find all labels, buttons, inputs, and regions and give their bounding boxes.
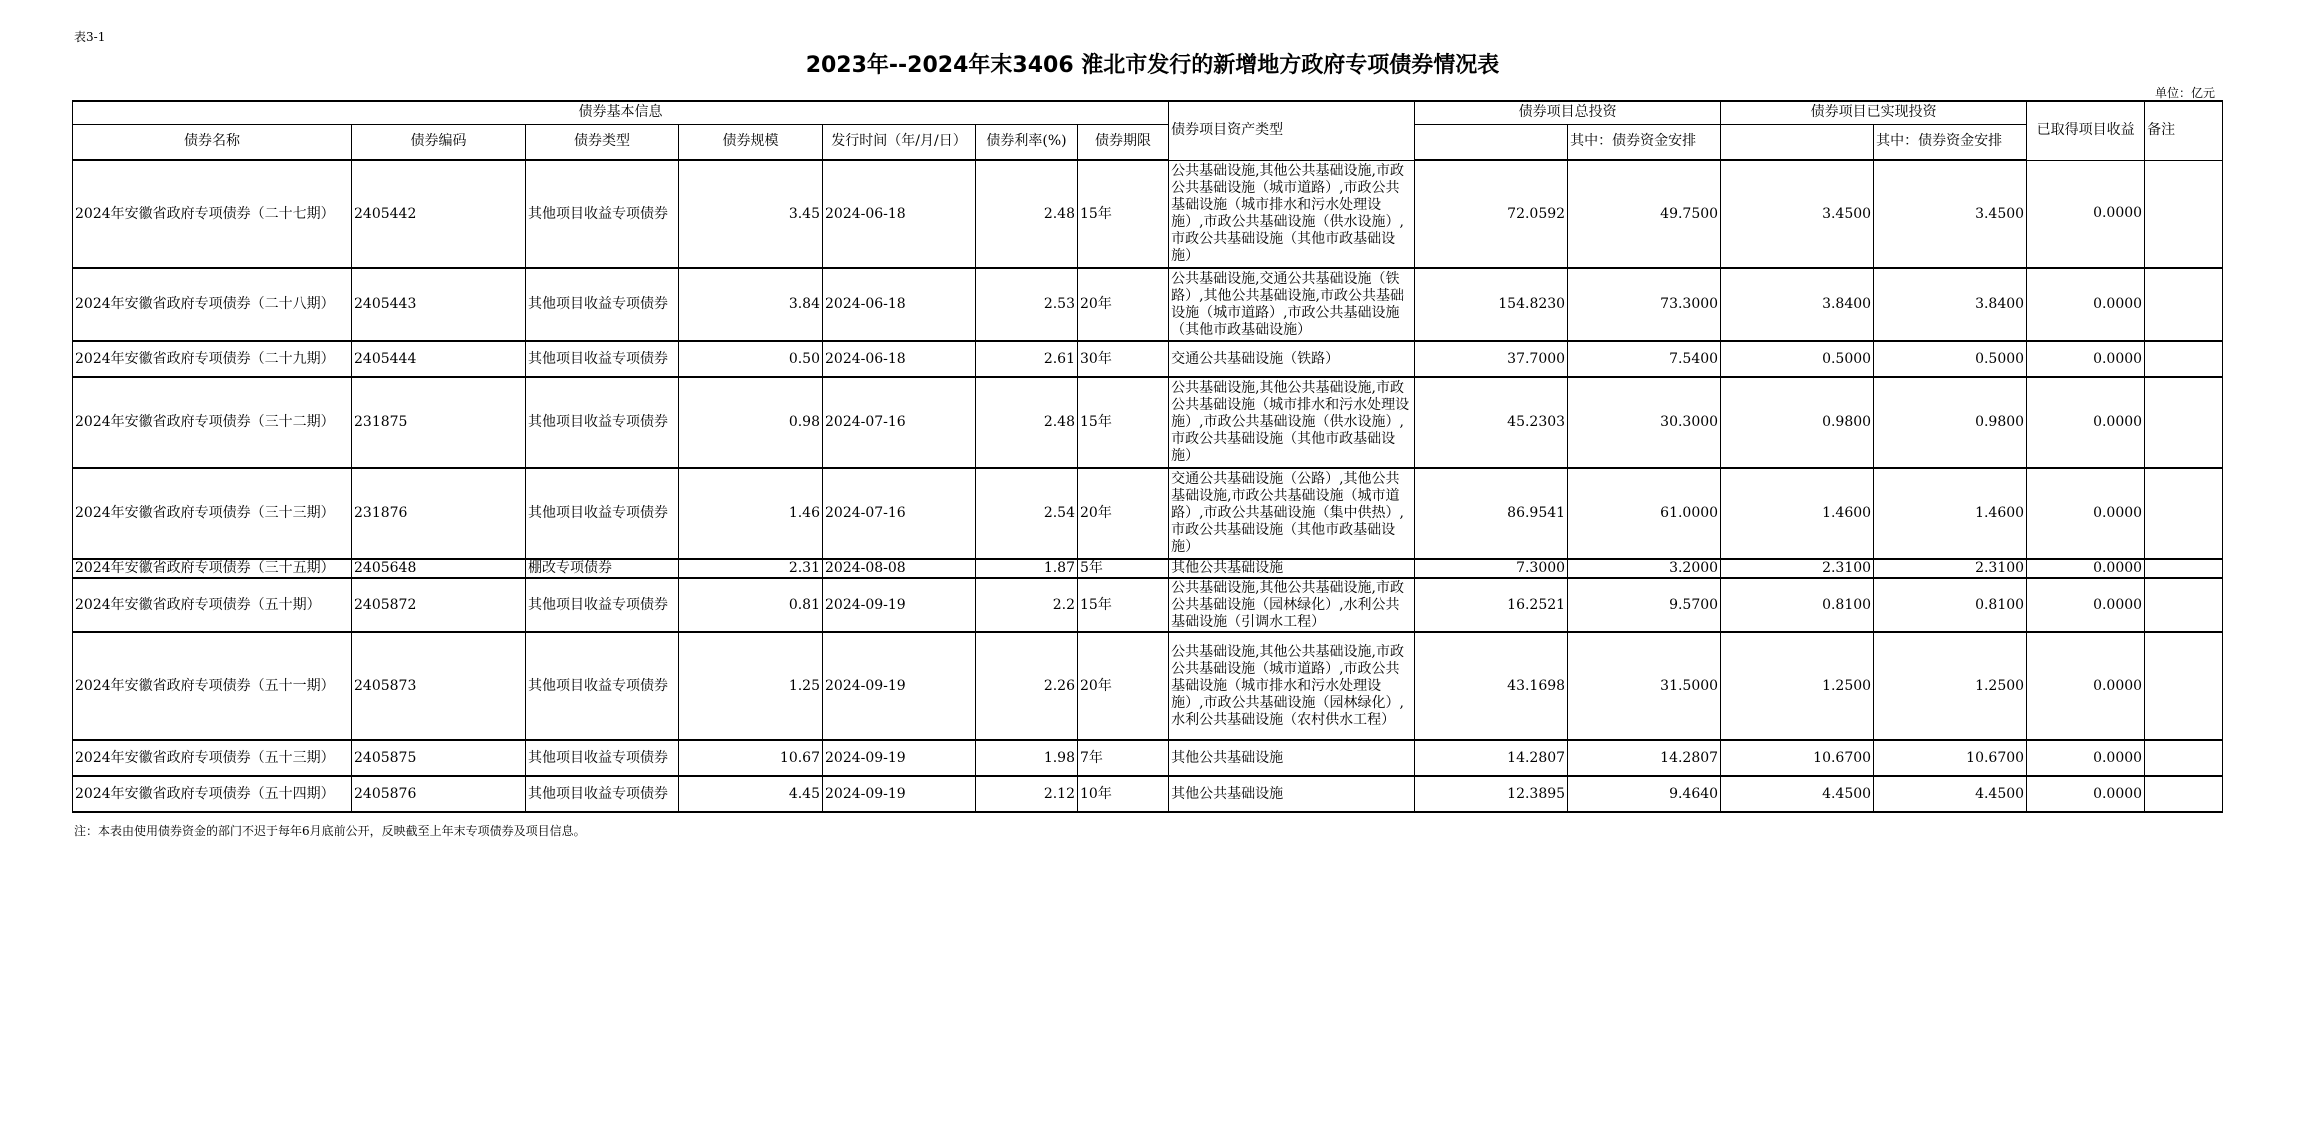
header-asset-type: 债券项目资产类型 bbox=[1169, 101, 1415, 160]
cell-project-income: 0.0000 bbox=[2027, 268, 2145, 341]
cell-total-invest-sub: 30.3000 bbox=[1568, 377, 1721, 468]
cell-bond-rate: 2.53 bbox=[976, 268, 1078, 341]
cell-bond-scale: 3.45 bbox=[679, 160, 823, 268]
cell-remark bbox=[2145, 160, 2223, 268]
header-total-empty bbox=[1415, 124, 1568, 160]
cell-bond-term: 30年 bbox=[1078, 341, 1169, 377]
cell-bond-code: 2405875 bbox=[352, 740, 526, 776]
cell-bond-scale: 0.98 bbox=[679, 377, 823, 468]
cell-remark bbox=[2145, 578, 2223, 632]
cell-bond-scale: 0.50 bbox=[679, 341, 823, 377]
cell-bond-name: 2024年安徽省政府专项债券（五十期） bbox=[73, 578, 352, 632]
cell-bond-name: 2024年安徽省政府专项债券（五十四期） bbox=[73, 776, 352, 812]
cell-realized-invest: 1.2500 bbox=[1721, 632, 1874, 740]
cell-total-invest-sub: 7.5400 bbox=[1568, 341, 1721, 377]
cell-remark bbox=[2145, 559, 2223, 578]
table-row bbox=[73, 268, 2223, 341]
cell-realized-invest: 10.6700 bbox=[1721, 740, 1874, 776]
cell-total-invest: 45.2303 bbox=[1415, 377, 1568, 468]
cell-bond-type: 其他项目收益专项债券 bbox=[526, 468, 679, 559]
cell-total-invest: 7.3000 bbox=[1415, 559, 1568, 578]
cell-bond-code: 2405444 bbox=[352, 341, 526, 377]
cell-project-income: 0.0000 bbox=[2027, 377, 2145, 468]
header-rate: 债券利率(%) bbox=[976, 124, 1078, 160]
bond-table bbox=[72, 100, 2223, 813]
cell-asset-type: 公共基础设施,交通公共基础设施（铁路）,其他公共基础设施,市政公共基础设施（城市道路）,市政公共基础设施（其他市政基础设施） bbox=[1169, 268, 1415, 341]
header-remark: 备注 bbox=[2145, 101, 2223, 160]
cell-total-invest: 12.3895 bbox=[1415, 776, 1568, 812]
cell-asset-type: 其他公共基础设施 bbox=[1169, 559, 1415, 578]
header-income: 已取得项目收益 bbox=[2027, 101, 2145, 160]
cell-bond-name: 2024年安徽省政府专项债券（二十八期） bbox=[73, 268, 352, 341]
cell-issue-date: 2024-06-18 bbox=[823, 160, 976, 268]
header-basic-info: 债券基本信息 bbox=[73, 101, 1169, 124]
cell-bond-rate: 2.48 bbox=[976, 160, 1078, 268]
cell-bond-rate: 2.2 bbox=[976, 578, 1078, 632]
cell-asset-type: 其他公共基础设施 bbox=[1169, 776, 1415, 812]
table-row bbox=[73, 632, 2223, 740]
header-realized-empty bbox=[1721, 124, 1874, 160]
header-realized-invest-sub: 其中：债券资金安排 bbox=[1874, 124, 2027, 160]
table-row bbox=[73, 468, 2223, 559]
cell-bond-type: 其他项目收益专项债券 bbox=[526, 776, 679, 812]
cell-realized-invest: 0.9800 bbox=[1721, 377, 1874, 468]
cell-realized-invest: 0.8100 bbox=[1721, 578, 1874, 632]
cell-realized-invest-sub: 0.8100 bbox=[1874, 578, 2027, 632]
cell-realized-invest: 4.4500 bbox=[1721, 776, 1874, 812]
header-row-1 bbox=[73, 101, 2223, 124]
cell-bond-term: 20年 bbox=[1078, 468, 1169, 559]
cell-bond-term: 7年 bbox=[1078, 740, 1169, 776]
header-code: 债券编码 bbox=[352, 124, 526, 160]
cell-bond-rate: 2.12 bbox=[976, 776, 1078, 812]
cell-realized-invest: 3.8400 bbox=[1721, 268, 1874, 341]
cell-realized-invest-sub: 1.4600 bbox=[1874, 468, 2027, 559]
cell-total-invest: 37.7000 bbox=[1415, 341, 1568, 377]
cell-realized-invest-sub: 0.9800 bbox=[1874, 377, 2027, 468]
table-row bbox=[73, 341, 2223, 377]
cell-project-income: 0.0000 bbox=[2027, 559, 2145, 578]
cell-total-invest: 16.2521 bbox=[1415, 578, 1568, 632]
header-name: 债券名称 bbox=[73, 124, 352, 160]
cell-bond-rate: 1.98 bbox=[976, 740, 1078, 776]
cell-bond-code: 2405443 bbox=[352, 268, 526, 341]
cell-bond-type: 棚改专项债券 bbox=[526, 559, 679, 578]
cell-bond-scale: 1.25 bbox=[679, 632, 823, 740]
cell-realized-invest-sub: 3.8400 bbox=[1874, 268, 2027, 341]
cell-remark bbox=[2145, 468, 2223, 559]
cell-bond-name: 2024年安徽省政府专项债券（五十一期） bbox=[73, 632, 352, 740]
header-term: 债券期限 bbox=[1078, 124, 1169, 160]
cell-bond-code: 2405876 bbox=[352, 776, 526, 812]
cell-bond-name: 2024年安徽省政府专项债券（五十三期） bbox=[73, 740, 352, 776]
table-row bbox=[73, 559, 2223, 578]
cell-remark bbox=[2145, 377, 2223, 468]
table-row bbox=[73, 740, 2223, 776]
cell-realized-invest: 0.5000 bbox=[1721, 341, 1874, 377]
cell-total-invest: 86.9541 bbox=[1415, 468, 1568, 559]
cell-total-invest-sub: 14.2807 bbox=[1568, 740, 1721, 776]
cell-issue-date: 2024-07-16 bbox=[823, 377, 976, 468]
cell-issue-date: 2024-08-08 bbox=[823, 559, 976, 578]
header-type: 债券类型 bbox=[526, 124, 679, 160]
cell-asset-type: 交通公共基础设施（铁路） bbox=[1169, 341, 1415, 377]
cell-issue-date: 2024-09-19 bbox=[823, 740, 976, 776]
cell-total-invest: 43.1698 bbox=[1415, 632, 1568, 740]
cell-bond-type: 其他项目收益专项债券 bbox=[526, 160, 679, 268]
cell-total-invest-sub: 73.3000 bbox=[1568, 268, 1721, 341]
cell-issue-date: 2024-09-19 bbox=[823, 776, 976, 812]
cell-remark bbox=[2145, 632, 2223, 740]
cell-total-invest-sub: 31.5000 bbox=[1568, 632, 1721, 740]
cell-bond-code: 2405873 bbox=[352, 632, 526, 740]
cell-asset-type: 公共基础设施,其他公共基础设施,市政公共基础设施（城市道路）,市政公共基础设施（城市排水和污水处理设施）,市政公共基础设施（供水设施）,市政公共基础设施（其他市政基础设施） bbox=[1169, 160, 1415, 268]
cell-realized-invest: 1.4600 bbox=[1721, 468, 1874, 559]
cell-bond-scale: 2.31 bbox=[679, 559, 823, 578]
cell-bond-type: 其他项目收益专项债券 bbox=[526, 341, 679, 377]
cell-bond-code: 231875 bbox=[352, 377, 526, 468]
cell-total-invest: 72.0592 bbox=[1415, 160, 1568, 268]
cell-project-income: 0.0000 bbox=[2027, 160, 2145, 268]
table-number: 表3-1 bbox=[74, 30, 106, 44]
cell-bond-scale: 10.67 bbox=[679, 740, 823, 776]
cell-bond-name: 2024年安徽省政府专项债券（三十三期） bbox=[73, 468, 352, 559]
unit-label: 单位：亿元 bbox=[2154, 86, 2215, 100]
cell-issue-date: 2024-09-19 bbox=[823, 632, 976, 740]
cell-remark bbox=[2145, 740, 2223, 776]
cell-project-income: 0.0000 bbox=[2027, 632, 2145, 740]
cell-project-income: 0.0000 bbox=[2027, 468, 2145, 559]
cell-bond-code: 2405648 bbox=[352, 559, 526, 578]
cell-realized-invest-sub: 0.5000 bbox=[1874, 341, 2027, 377]
cell-total-invest-sub: 49.7500 bbox=[1568, 160, 1721, 268]
header-issue-date: 发行时间（年/月/日） bbox=[823, 124, 976, 160]
cell-bond-name: 2024年安徽省政府专项债券（三十五期） bbox=[73, 559, 352, 578]
table-row bbox=[73, 578, 2223, 632]
cell-bond-type: 其他项目收益专项债券 bbox=[526, 268, 679, 341]
cell-project-income: 0.0000 bbox=[2027, 341, 2145, 377]
cell-realized-invest-sub: 10.6700 bbox=[1874, 740, 2027, 776]
cell-bond-type: 其他项目收益专项债券 bbox=[526, 632, 679, 740]
cell-total-invest-sub: 9.4640 bbox=[1568, 776, 1721, 812]
cell-bond-name: 2024年安徽省政府专项债券（三十二期） bbox=[73, 377, 352, 468]
cell-total-invest-sub: 9.5700 bbox=[1568, 578, 1721, 632]
table-row bbox=[73, 776, 2223, 812]
cell-asset-type: 公共基础设施,其他公共基础设施,市政公共基础设施（园林绿化）,水利公共基础设施（引调水工程） bbox=[1169, 578, 1415, 632]
cell-bond-term: 20年 bbox=[1078, 268, 1169, 341]
cell-bond-term: 15年 bbox=[1078, 377, 1169, 468]
cell-bond-rate: 1.87 bbox=[976, 559, 1078, 578]
header-scale: 债券规模 bbox=[679, 124, 823, 160]
cell-bond-term: 15年 bbox=[1078, 578, 1169, 632]
cell-bond-term: 10年 bbox=[1078, 776, 1169, 812]
cell-bond-scale: 0.81 bbox=[679, 578, 823, 632]
cell-bond-scale: 4.45 bbox=[679, 776, 823, 812]
cell-asset-type: 交通公共基础设施（公路）,其他公共基础设施,市政公共基础设施（城市道路）,市政公共基础设施（集中供热）,市政公共基础设施（其他市政基础设施） bbox=[1169, 468, 1415, 559]
cell-remark bbox=[2145, 341, 2223, 377]
header-realized-invest: 债券项目已实现投资 bbox=[1721, 101, 2027, 124]
cell-bond-name: 2024年安徽省政府专项债券（二十九期） bbox=[73, 341, 352, 377]
cell-bond-code: 2405442 bbox=[352, 160, 526, 268]
cell-project-income: 0.0000 bbox=[2027, 578, 2145, 632]
cell-bond-type: 其他项目收益专项债券 bbox=[526, 377, 679, 468]
cell-asset-type: 公共基础设施,其他公共基础设施,市政公共基础设施（城市道路）,市政公共基础设施（城市排水和污水处理设施）,市政公共基础设施（园林绿化）,水利公共基础设施（农村供水工程） bbox=[1169, 632, 1415, 740]
cell-bond-rate: 2.48 bbox=[976, 377, 1078, 468]
cell-bond-scale: 1.46 bbox=[679, 468, 823, 559]
cell-issue-date: 2024-07-16 bbox=[823, 468, 976, 559]
header-total-invest-sub: 其中：债券资金安排 bbox=[1568, 124, 1721, 160]
cell-bond-scale: 3.84 bbox=[679, 268, 823, 341]
cell-asset-type: 公共基础设施,其他公共基础设施,市政公共基础设施（城市排水和污水处理设施）,市政公共基础设施（供水设施）,市政公共基础设施（其他市政基础设施） bbox=[1169, 377, 1415, 468]
cell-realized-invest-sub: 4.4500 bbox=[1874, 776, 2027, 812]
cell-bond-term: 5年 bbox=[1078, 559, 1169, 578]
page-title: 2023年--2024年末3406 淮北市发行的新增地方政府专项债券情况表 bbox=[805, 53, 1500, 78]
table-row bbox=[73, 160, 2223, 268]
cell-bond-type: 其他项目收益专项债券 bbox=[526, 578, 679, 632]
cell-bond-rate: 2.61 bbox=[976, 341, 1078, 377]
cell-project-income: 0.0000 bbox=[2027, 776, 2145, 812]
cell-bond-term: 20年 bbox=[1078, 632, 1169, 740]
cell-bond-code: 2405872 bbox=[352, 578, 526, 632]
header-total-invest: 债券项目总投资 bbox=[1415, 101, 1721, 124]
cell-issue-date: 2024-06-18 bbox=[823, 341, 976, 377]
cell-total-invest: 154.8230 bbox=[1415, 268, 1568, 341]
header-row-2 bbox=[73, 124, 2223, 160]
table-row bbox=[73, 377, 2223, 468]
cell-bond-code: 231876 bbox=[352, 468, 526, 559]
cell-bond-name: 2024年安徽省政府专项债券（二十七期） bbox=[73, 160, 352, 268]
cell-realized-invest: 2.3100 bbox=[1721, 559, 1874, 578]
cell-remark bbox=[2145, 268, 2223, 341]
cell-bond-rate: 2.26 bbox=[976, 632, 1078, 740]
cell-asset-type: 其他公共基础设施 bbox=[1169, 740, 1415, 776]
cell-realized-invest-sub: 1.2500 bbox=[1874, 632, 2027, 740]
cell-realized-invest-sub: 2.3100 bbox=[1874, 559, 2027, 578]
cell-bond-rate: 2.54 bbox=[976, 468, 1078, 559]
cell-project-income: 0.0000 bbox=[2027, 740, 2145, 776]
footnote: 注：本表由使用债券资金的部门不迟于每年6月底前公开，反映截至上年末专项债券及项目信息。 bbox=[74, 824, 586, 838]
cell-total-invest-sub: 3.2000 bbox=[1568, 559, 1721, 578]
cell-issue-date: 2024-09-19 bbox=[823, 578, 976, 632]
cell-bond-type: 其他项目收益专项债券 bbox=[526, 740, 679, 776]
cell-realized-invest: 3.4500 bbox=[1721, 160, 1874, 268]
cell-total-invest: 14.2807 bbox=[1415, 740, 1568, 776]
cell-remark bbox=[2145, 776, 2223, 812]
bond-table-body bbox=[73, 160, 2223, 812]
cell-realized-invest-sub: 3.4500 bbox=[1874, 160, 2027, 268]
cell-bond-term: 15年 bbox=[1078, 160, 1169, 268]
cell-issue-date: 2024-06-18 bbox=[823, 268, 976, 341]
cell-total-invest-sub: 61.0000 bbox=[1568, 468, 1721, 559]
